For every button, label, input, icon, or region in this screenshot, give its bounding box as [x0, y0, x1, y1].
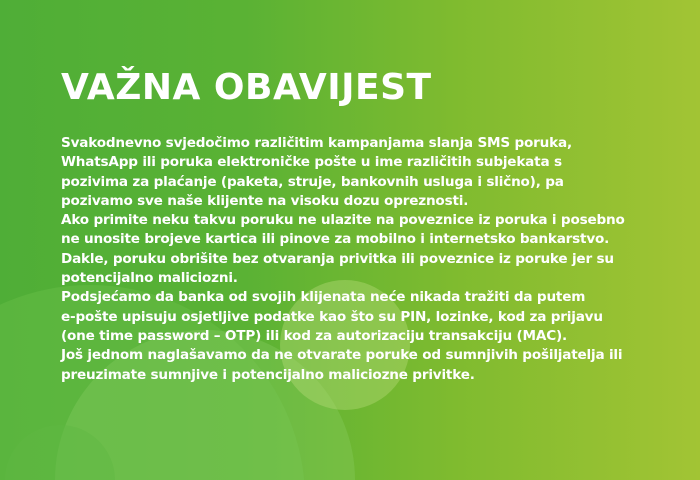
notice-line: preuzimate sumnjive i potencijalno maliciozne privitke. — [61, 366, 475, 383]
notice-content — [61, 62, 661, 385]
notice-line: pozivima za plaćanje (paketa, struje, bankovnih usluga i slično), pa — [61, 173, 564, 190]
notice-line: Još jednom naglašavamo da ne otvarate poruke od sumnjivih pošiljatelja ili — [61, 347, 623, 364]
notice-line: ne unosite brojeve kartica ili pinove za mobilno i internetsko bankarstvo. — [61, 231, 610, 248]
notice-line: Svakodnevno svjedočimo različitim kampanjama slanja SMS poruka, — [61, 135, 572, 151]
notice-body — [61, 134, 661, 385]
notice-title: VAŽNA OBAVIJEST — [61, 67, 432, 108]
notice-line: Ako primite neku takvu poruku ne ulazite na poveznice iz poruka i posebno — [61, 212, 625, 229]
notice-line: e-pošte upisuju osjetljive podatke kao što su PIN, lozinke, kod za prijavu — [61, 308, 603, 325]
notice-line: (one time password – OTP) ili kod za autorizaciju transakciju (MAC). — [61, 327, 567, 344]
notice-line: WhatsApp ili poruka elektroničke pošte u ime različitih subjekata s — [61, 154, 562, 171]
notice-line: potencijalno maliciozni. — [61, 270, 238, 287]
notice-line: Dakle, poruku obrišite bez otvaranja privitka ili poveznice iz poruke jer su — [61, 250, 614, 267]
notice-line: pozivamo sve naše klijente na visoku dozu opreznosti. — [61, 192, 469, 209]
notice-line: Podsjećamo da banka od svojih klijenata neće nikada tražiti da putem — [61, 289, 586, 306]
